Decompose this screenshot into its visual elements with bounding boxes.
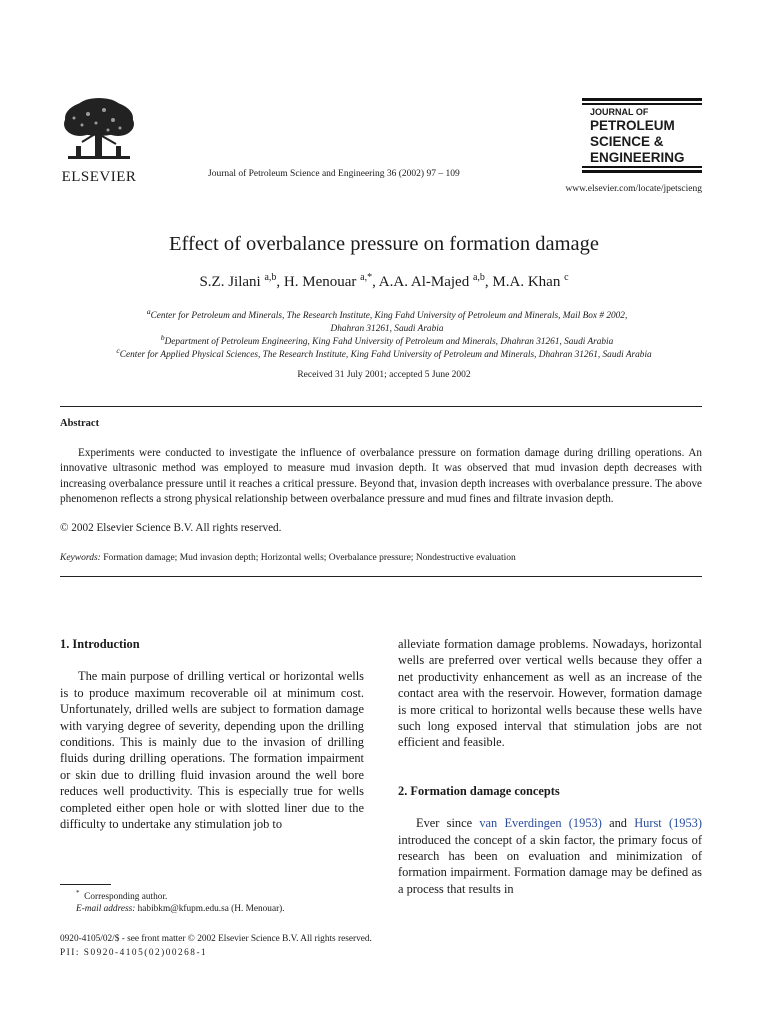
journal-logo-line: SCIENCE & [590, 134, 664, 149]
body-paragraph: alleviate formation damage problems. Nowadays, horizontal wells are preferred over vertical wells because they offer a net productivity enhancement as well as an increase of the contact area with the reservoir. However, formation damage is more critical to horizontal wells because these wells have such long exposed interval that stimulation jobs are not efficient and feasible. [398, 637, 702, 750]
section-heading: 1. Introduction [60, 637, 140, 651]
affiliation-a [40, 306, 734, 335]
author-marks: c [564, 272, 569, 283]
journal-url[interactable]: www.elsevier.com/locate/jpetscieng [565, 184, 702, 194]
author-name: M.A. Khan [492, 274, 561, 290]
footnote-divider [60, 884, 111, 885]
author-marks: a,* [360, 272, 373, 283]
email-label: E-mail address: [76, 904, 136, 914]
author-name: H. Menouar [283, 274, 357, 290]
text-run: introduced the concept of a skin factor, the primary focus of research has been on evaluation and minimization of formation impairment. Formation damage may be defined as a process that results in [398, 832, 702, 896]
publisher-name: ELSEVIER [61, 169, 137, 185]
body-paragraph [398, 815, 702, 897]
footnote-mark: * [76, 889, 80, 897]
keywords-text: Formation damage; Mud invasion depth; Horizontal wells; Overbalance pressure; Nondestructive evaluation [103, 553, 516, 563]
footer-pii: PII: S0920-4105(02)00268-1 [60, 948, 208, 958]
email-address[interactable]: habibkm@kfupm.edu.sa (H. Menouar). [137, 904, 285, 914]
affiliation-mark: b [160, 333, 165, 342]
affiliation-text: Department of Petroleum Engineering, King Fahd University of Petroleum and Minerals, Dhahran 31261, Saudi Arabia [164, 337, 614, 348]
received-dates: Received 31 July 2001; accepted 5 June 2002 [297, 370, 471, 380]
keywords [60, 553, 516, 563]
tree-emblem-icon [58, 98, 140, 164]
abstract-body: Experiments were conducted to investigate the influence of overbalance pressure on formation damage during drilling operations. An innovative ultrasonic method was employed to measure mud invasion depth. It was observed that mud invasion depth decreases with increasing overbalance pressure until it reaches a critical pressure. Beyond that, invasion depth increases with overbalance pressure. The above phenomenon reflects a strong physical relationship between overbalance pressure and mud fines and filtrate invasion depth. [60, 447, 702, 505]
journal-citation: Journal of Petroleum Science and Engineering 36 (2002) 97 – 109 [208, 169, 460, 179]
footnote-text: Corresponding author. [84, 892, 168, 903]
elsevier-logo [58, 98, 140, 186]
affiliation-text: Dhahran 31261, Saudi Arabia [330, 323, 444, 334]
author-name: S.Z. Jilani [199, 274, 261, 290]
left-column [60, 636, 364, 832]
right-column [398, 636, 702, 897]
body-paragraph: The main purpose of drilling vertical or horizontal wells is to produce maximum recoverable oil at minimum cost. Unfortunately, drilled wells are subject to formation damage with varying degree of severity, depending upon the drilling conditions. This is mainly due to the invasion of drilling fluids during drilling operations. The formation impairment or skin due to drilling fluid invasion around the well bore reduces well productivity. This is especially true for wells completed either open hole or with slotted liner due to the difficulty to undertake any stimulation job to [60, 669, 364, 832]
abstract-copyright: © 2002 Elsevier Science B.V. All rights reserved. [60, 522, 282, 534]
affiliation-text: Center for Applied Physical Sciences, The Research Institute, King Fahd University of Petroleum and Minerals, Dhahran 31261, Saudi Arabia [119, 350, 652, 361]
footer-copyright: 0920-4105/02/$ - see front matter © 2002 Elsevier Science B.V. All rights reserved. [60, 934, 372, 944]
reference-link[interactable]: van Everdingen (1953) [479, 816, 602, 831]
author-name: A.A. Al-Majed [378, 274, 470, 290]
journal-logo [582, 98, 702, 175]
affiliation-mark: c [116, 346, 120, 355]
keywords-label: Keywords: [60, 553, 101, 563]
text-run: Ever since [416, 816, 480, 831]
section-heading: 2. Formation damage concepts [398, 783, 560, 798]
footnote-email [76, 904, 285, 914]
reference-link[interactable]: Hurst (1953) [634, 816, 703, 831]
divider [60, 406, 702, 407]
journal-logo-line: JOURNAL OF [590, 107, 649, 117]
author-marks: a,b [472, 272, 485, 283]
divider [60, 576, 702, 577]
affiliation-text: Center for Petroleum and Minerals, The Research Institute, King Fahd University of Petroleum and Minerals, Mail Box # 2002, [150, 311, 628, 322]
author-list: S.Z. Jilani $^{a,b}$, H. Menouar $^{a,*}$, A.A. Al-Majed $^{a,b}$, M.A. Khan $^c$ [199, 272, 569, 290]
journal-logo-line: ENGINEERING [590, 150, 685, 165]
author-marks: a,b [264, 272, 277, 283]
affiliation-c [56, 345, 712, 362]
text-run: and [601, 816, 635, 831]
journal-logo-line: PETROLEUM [590, 118, 675, 133]
affiliation-mark: a [146, 307, 151, 316]
footnote-corresponding [76, 889, 167, 902]
abstract-heading: Abstract [60, 418, 100, 429]
article-title: Effect of overbalance pressure on formation damage [169, 233, 599, 255]
